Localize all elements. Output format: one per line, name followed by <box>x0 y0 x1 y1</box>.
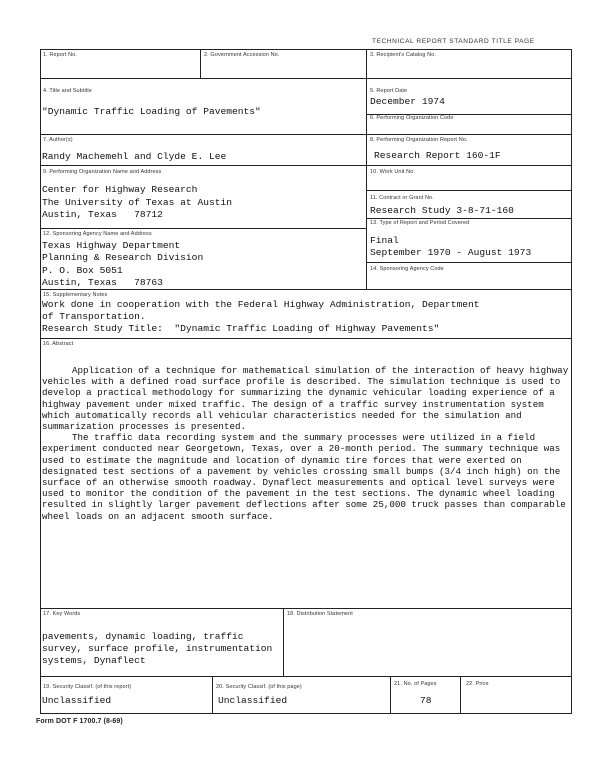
report-type-line: September 1970 - August 1973 <box>370 247 532 258</box>
sponsoring-agency-line: Texas Highway Department <box>42 240 181 251</box>
abstract-body <box>42 365 572 522</box>
title-subtitle-label: 4. Title and Subtitle <box>43 88 92 94</box>
performing-org-line: The University of Texas at Austin <box>42 197 232 208</box>
rule-row3 <box>40 165 572 166</box>
form-footer: Form DOT F 1700.7 (8-69) <box>36 718 123 725</box>
performing-org-report: Research Report 160-1F <box>374 150 501 161</box>
no-pages-label: 21. No. of Pages <box>394 681 437 687</box>
rule-top <box>40 49 572 50</box>
report-no-label: 1. Report No. <box>43 52 78 58</box>
sponsoring-agency-line: Planning & Research Division <box>42 252 204 263</box>
key-words-line: pavements, dynamic loading, traffic <box>42 631 244 642</box>
abstract-paragraph: Application of a technique for mathematical simulation of the interaction of heavy highway vehicles with a defined road surface profile is described. The simulation technique is used to develop a practical methodology for summarizing the dynamic vehicular loading experience of a highway pavement under mixed traffic. The design of a traffic survey instrumentation system which automatically records all vehicular characteristics needed for the simulation and summarization processes is presented. <box>42 365 569 433</box>
rule-row6 <box>40 338 572 339</box>
rule-col-accession <box>200 49 201 78</box>
supplementary-notes-label: 15. Supplementary Notes <box>43 292 108 298</box>
supplementary-notes-line: Research Study Title: "Dynamic Traffic Loading of Highway Pavements" <box>42 323 440 334</box>
contract-grant: Research Study 3-8-71-160 <box>370 205 514 216</box>
rule-contract <box>366 218 572 219</box>
sponsoring-agency-line: Austin, Texas 78763 <box>42 277 163 288</box>
rule-row8 <box>40 676 572 677</box>
performing-org-line: Center for Highway Research <box>42 184 198 195</box>
key-words-label: 17. Key Words <box>43 611 81 617</box>
distribution-label: 18. Distribution Statement <box>287 611 353 617</box>
rule-reporttype <box>366 262 572 263</box>
rule-row2 <box>40 134 572 135</box>
supplementary-notes-line: of Transportation. <box>42 311 146 322</box>
report-title: "Dynamic Traffic Loading of Pavements" <box>42 106 261 117</box>
rule-workunit <box>366 190 572 191</box>
authors-label: 7. Author(s) <box>43 137 73 143</box>
rule-col-distribution <box>283 608 284 676</box>
price-label: 22. Price <box>466 681 489 687</box>
authors: Randy Machemehl and Clyde E. Lee <box>42 151 227 162</box>
supplementary-notes-line: Work done in cooperation with the Federal Highway Administration, Department <box>42 299 480 310</box>
rule-col-secpage <box>212 676 213 713</box>
rule-col-right <box>366 49 367 289</box>
contract-grant-label: 11. Contract or Grant No. <box>370 195 434 201</box>
sponsoring-agency-label: 12. Sponsoring Agency Name and Address <box>43 231 152 237</box>
abstract-paragraph: The traffic data recording system and the summary processes were utilized in a field experiment conducted near Georgetown, Texas, over a 20-month period. The summary technique was used to estimate the magnitude and location of dynamic tire forces that were exerted on designated test sections of a pavement by vehicles crossing small bumps (3/4 inch high) on the surface of an otherwise smooth roadway. Dynaflect measurements and optical level surveys were used to monitor the condition of the pavement in the test sections. The dynamic wheel loading resulted in slightly larger pavement deflections after some 25,000 truck passes than comparable wheel loads on an adjacent smooth surface. <box>42 432 566 522</box>
rule-left <box>40 49 41 713</box>
performing-org-line: Austin, Texas 78712 <box>42 209 163 220</box>
rule-bottom <box>40 713 572 714</box>
rule-row1 <box>40 78 572 79</box>
security-report: Unclassified <box>42 695 112 706</box>
sponsoring-agency-line: P. O. Box 5051 <box>42 265 123 276</box>
performing-org-report-label: 8. Performing Organization Report No. <box>370 137 468 143</box>
report-type-label: 13. Type of Report and Period Covered <box>370 220 470 226</box>
rule-row4 <box>40 228 366 229</box>
recipient-catalog-label: 3. Recipient's Catalog No. <box>370 52 437 58</box>
work-unit-label: 10. Work Unit No. <box>370 169 416 175</box>
security-page: Unclassified <box>218 695 288 706</box>
sponsoring-agency-code-label: 14. Sponsoring Agency Code <box>370 266 444 272</box>
security-report-label: 19. Security Classif. (of this report) <box>43 684 132 690</box>
performing-org-code-label: 6. Performing Organization Code <box>370 115 454 121</box>
rule-col-pages <box>390 676 391 713</box>
gov-accession-label: 2. Government Accession No. <box>204 52 280 58</box>
rule-col-price <box>460 676 461 713</box>
security-page-label: 20. Security Classif. (of this page) <box>216 684 302 690</box>
rule-row5 <box>40 289 572 290</box>
performing-org-name-label: 9. Performing Organization Name and Address <box>43 169 162 175</box>
key-words-line: survey, surface profile, instrumentation <box>42 643 273 654</box>
form-header: TECHNICAL REPORT STANDARD TITLE PAGE <box>372 38 535 45</box>
no-pages: 78 <box>420 695 432 706</box>
report-type-line: Final <box>370 235 399 246</box>
report-date-label: 5. Report Date <box>370 88 408 94</box>
report-date: December 1974 <box>370 96 445 107</box>
rule-row7 <box>40 608 572 609</box>
key-words-line: systems, Dynaflect <box>42 655 146 666</box>
abstract-label: 16. Abstract <box>43 341 74 347</box>
